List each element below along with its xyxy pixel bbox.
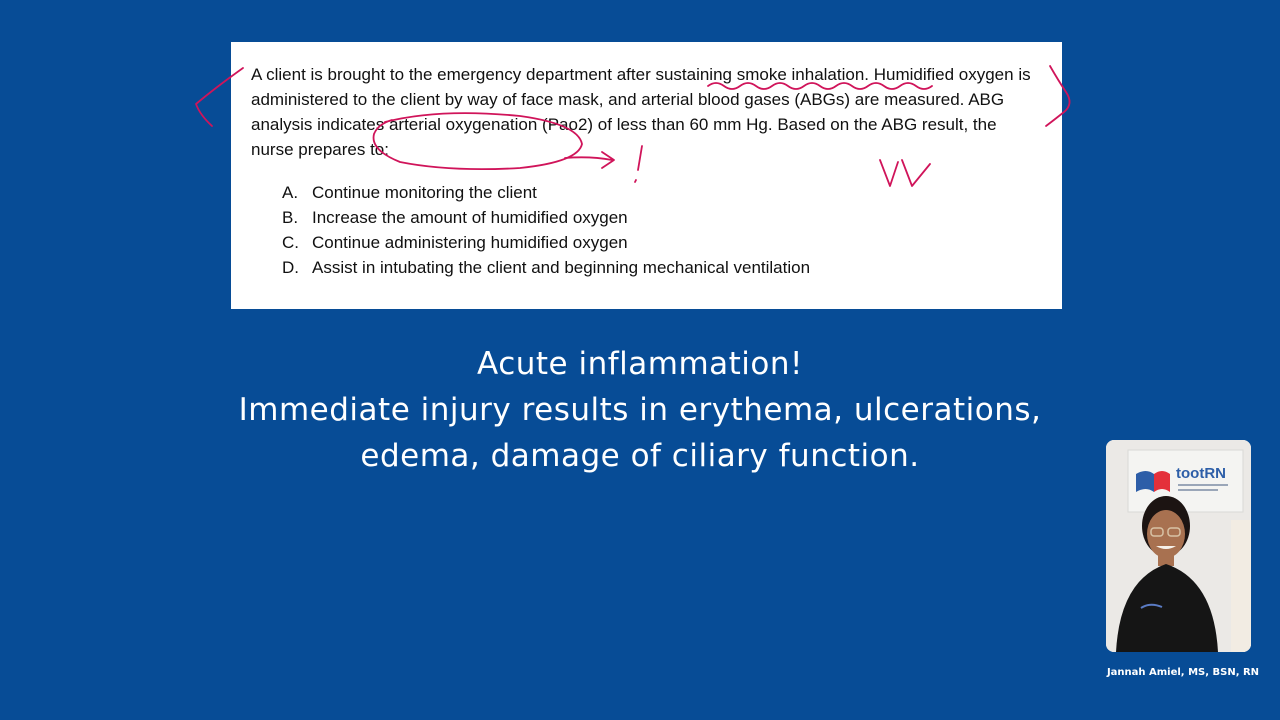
caption-line: Acute inflammation! [477,346,803,382]
option-letter: B. [282,208,299,227]
option-text: Increase the amount of humidified oxygen [312,208,628,227]
option-c[interactable] [282,230,1042,255]
answer-options [282,180,1042,280]
caption-line: Immediate injury results in erythema, ulcerations, [238,392,1042,428]
option-letter: A. [282,183,299,202]
option-text: Continue administering humidified oxygen [312,233,628,252]
caption-line: edema, damage of ciliary function. [360,438,920,474]
option-text: Assist in intubating the client and beginning mechanical ventilation [312,258,811,277]
book-logo-icon [1136,471,1154,492]
presenter-webcam [1106,440,1251,652]
question-card [231,42,1062,309]
option-a[interactable] [282,180,1042,205]
logo-text: tootRN [1176,465,1226,482]
question-stem: A client is brought to the emergency department after sustaining smoke inhalation. Humidified oxygen is administered to the client by way of face mask, and arterial blood gases (ABGs) are measured. ABG analysis indicates arterial oxygenation (Pao2) of less than 60 mm Hg. Based on the ABG result, the nurse prepares to: [251,65,1031,159]
option-text: Continue monitoring the client [312,183,537,202]
presenter-avatar [1106,440,1251,652]
option-letter: D. [282,258,299,277]
option-d[interactable] [282,255,1042,280]
option-letter: C. [282,233,299,252]
option-b[interactable] [282,205,1042,230]
caption [140,341,1140,479]
presenter-name: Jannah Amiel, MS, BSN, RN [1106,667,1260,678]
